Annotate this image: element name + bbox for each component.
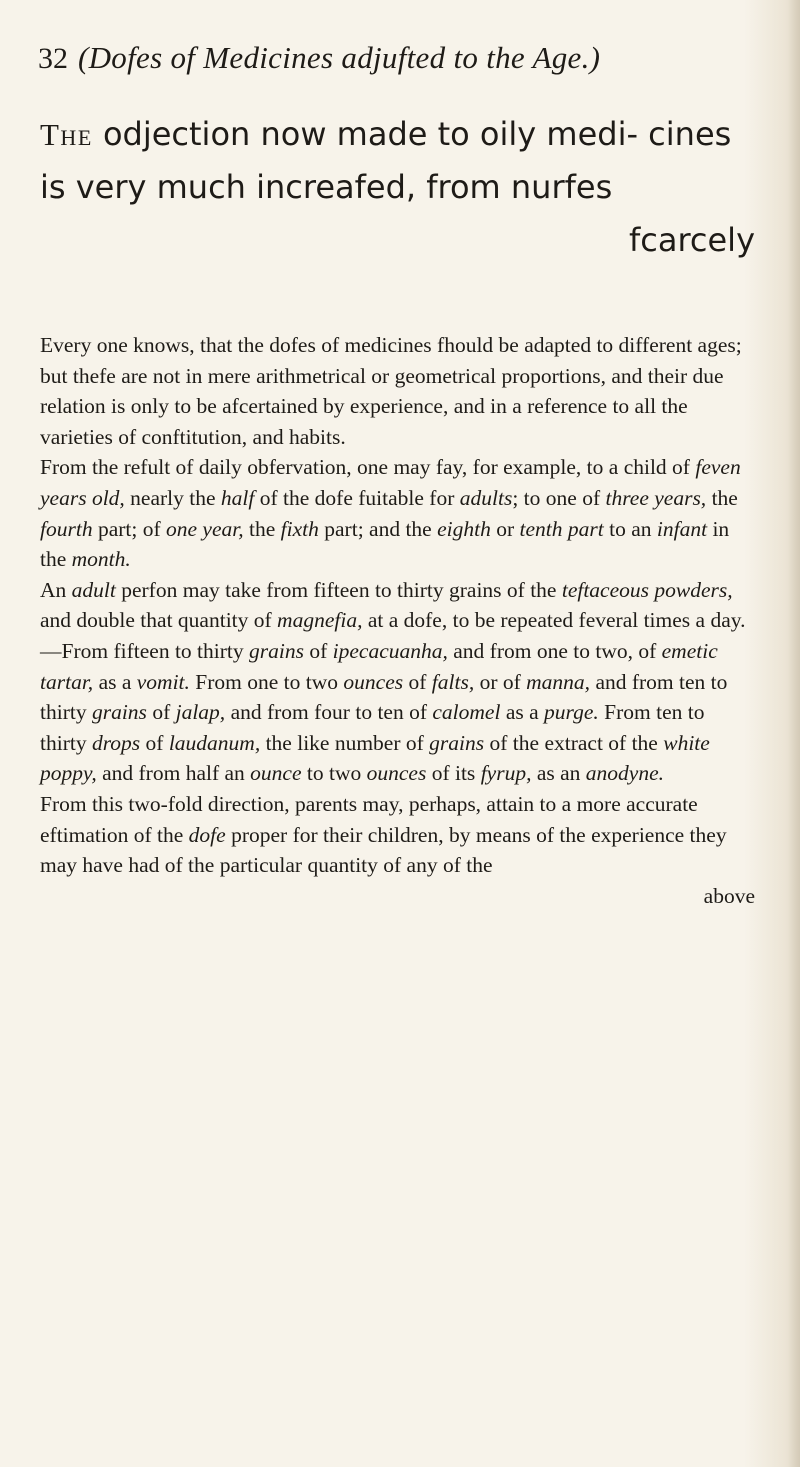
italic-run: ounce [250,761,302,786]
text-run: From this two-fold direction, parents may, perhaps, attain to a more accurate eftimation of the [40,791,698,847]
text-run: and double that quantity of [40,608,278,633]
italic-run: feven years old, [40,455,741,510]
text-run: in the [40,516,730,572]
text-run: and from ten to thirty [40,669,728,725]
text-run: or of [474,669,527,694]
text-run: and from four to ten of [225,700,433,725]
italic-run: fixth [280,516,319,541]
paragraph-doses [40,575,755,789]
paragraph-ages: Every one knows, that the dofes of medicines fhould be adapted to different ages; but thefe are not in mere arithmetrical or geometrical proportions, and their due relation is only to be afcertained by experience, and in a reference to all the varieties of conftitution, and habits. [40,333,742,449]
page-edge-shadow [788,0,800,1467]
italic-run: tenth part [519,516,604,541]
italic-run: emetic tartar, [40,638,718,694]
text-run: the [706,485,738,510]
intro-paragraph [40,108,755,267]
italic-run: half [220,485,255,510]
italic-run: vomit. [136,669,190,694]
text-run: From the refult of daily obfervation, one may fay, for example, to a child of [40,455,696,480]
text-run: proper for their children, by means of the experience they may have had of the particular quantity of any of the [40,822,727,878]
text-run: as an [531,761,586,786]
italic-run: jalap, [175,700,226,725]
page-number: 32 [38,42,68,75]
italic-run: ipecacuanha, [332,638,448,663]
running-title: (Dofes of Medicines adjufted to the Age.) [78,40,601,75]
italic-run: manna, [526,669,591,694]
text-run: part; of [92,516,167,541]
text-run: to two [301,761,367,786]
text-run: of its [426,761,481,786]
text-run: of the extract of the [484,730,664,755]
text-run: of [303,638,333,663]
text-run: of [140,730,169,755]
text-run: as a [500,700,545,725]
italic-run: teftaceous powders, [561,577,733,602]
text-run: or [490,516,520,541]
italic-run: adult [71,577,116,602]
text-run: the like number of [260,730,430,755]
italic-run: grains [91,700,147,725]
text-run: the [243,516,281,541]
text-run: nearly the [124,485,221,510]
text-run: of [146,700,176,725]
text-run: From one to two [189,669,344,694]
intro-tail-word: fcarcely [628,221,755,259]
page-header [38,40,778,76]
text-run: of [403,669,432,694]
italic-run: ounces [366,761,427,786]
text-run: From ten to thirty [40,700,705,755]
italic-run: ounces [343,669,404,694]
italic-run: adults [459,485,513,510]
italic-run: purge. [544,700,599,725]
catchword: above [703,883,755,908]
text-run: at a dofe, to be repeated feveral times a day. —From fifteen to thirty [40,608,746,663]
body-text [40,330,755,911]
text-run: as a [93,669,137,694]
italic-run: magnefia, [277,608,363,633]
text-run: and from one to two, of [447,638,662,663]
italic-run: grains [429,730,485,755]
italic-run: eighth [437,516,491,541]
text-run: to an [603,516,657,541]
italic-run: one year, [166,516,244,541]
italic-run: calomel [432,700,501,725]
text-run: of the dofe fuitable for [254,485,460,510]
paragraph-direction [40,789,755,881]
italic-run: fyrup, [480,761,532,786]
italic-run: laudanum, [168,730,261,755]
intro-lead-word: The [40,117,93,152]
italic-run: month. [71,547,131,572]
intro-text: odjection now made to oily medi- cines is very much increafed, from nurfes [40,115,732,206]
italic-run: white poppy, [40,730,710,786]
italic-run: grains [249,638,304,663]
italic-run: anodyne. [585,761,664,786]
italic-run: falts, [431,669,475,694]
text-run: ; to one of [512,485,606,510]
italic-run: infant [656,516,708,541]
italic-run: dofe [188,822,226,847]
paragraph-proportions [40,452,755,574]
italic-run: fourth [40,516,93,541]
text-run: and from half an [96,761,251,786]
italic-run: drops [91,730,141,755]
text-run: perfon may take from fifteen to thirty grains of the [115,577,562,602]
italic-run: three years, [605,485,707,510]
text-run: An [40,577,72,602]
text-run: part; and the [318,516,438,541]
